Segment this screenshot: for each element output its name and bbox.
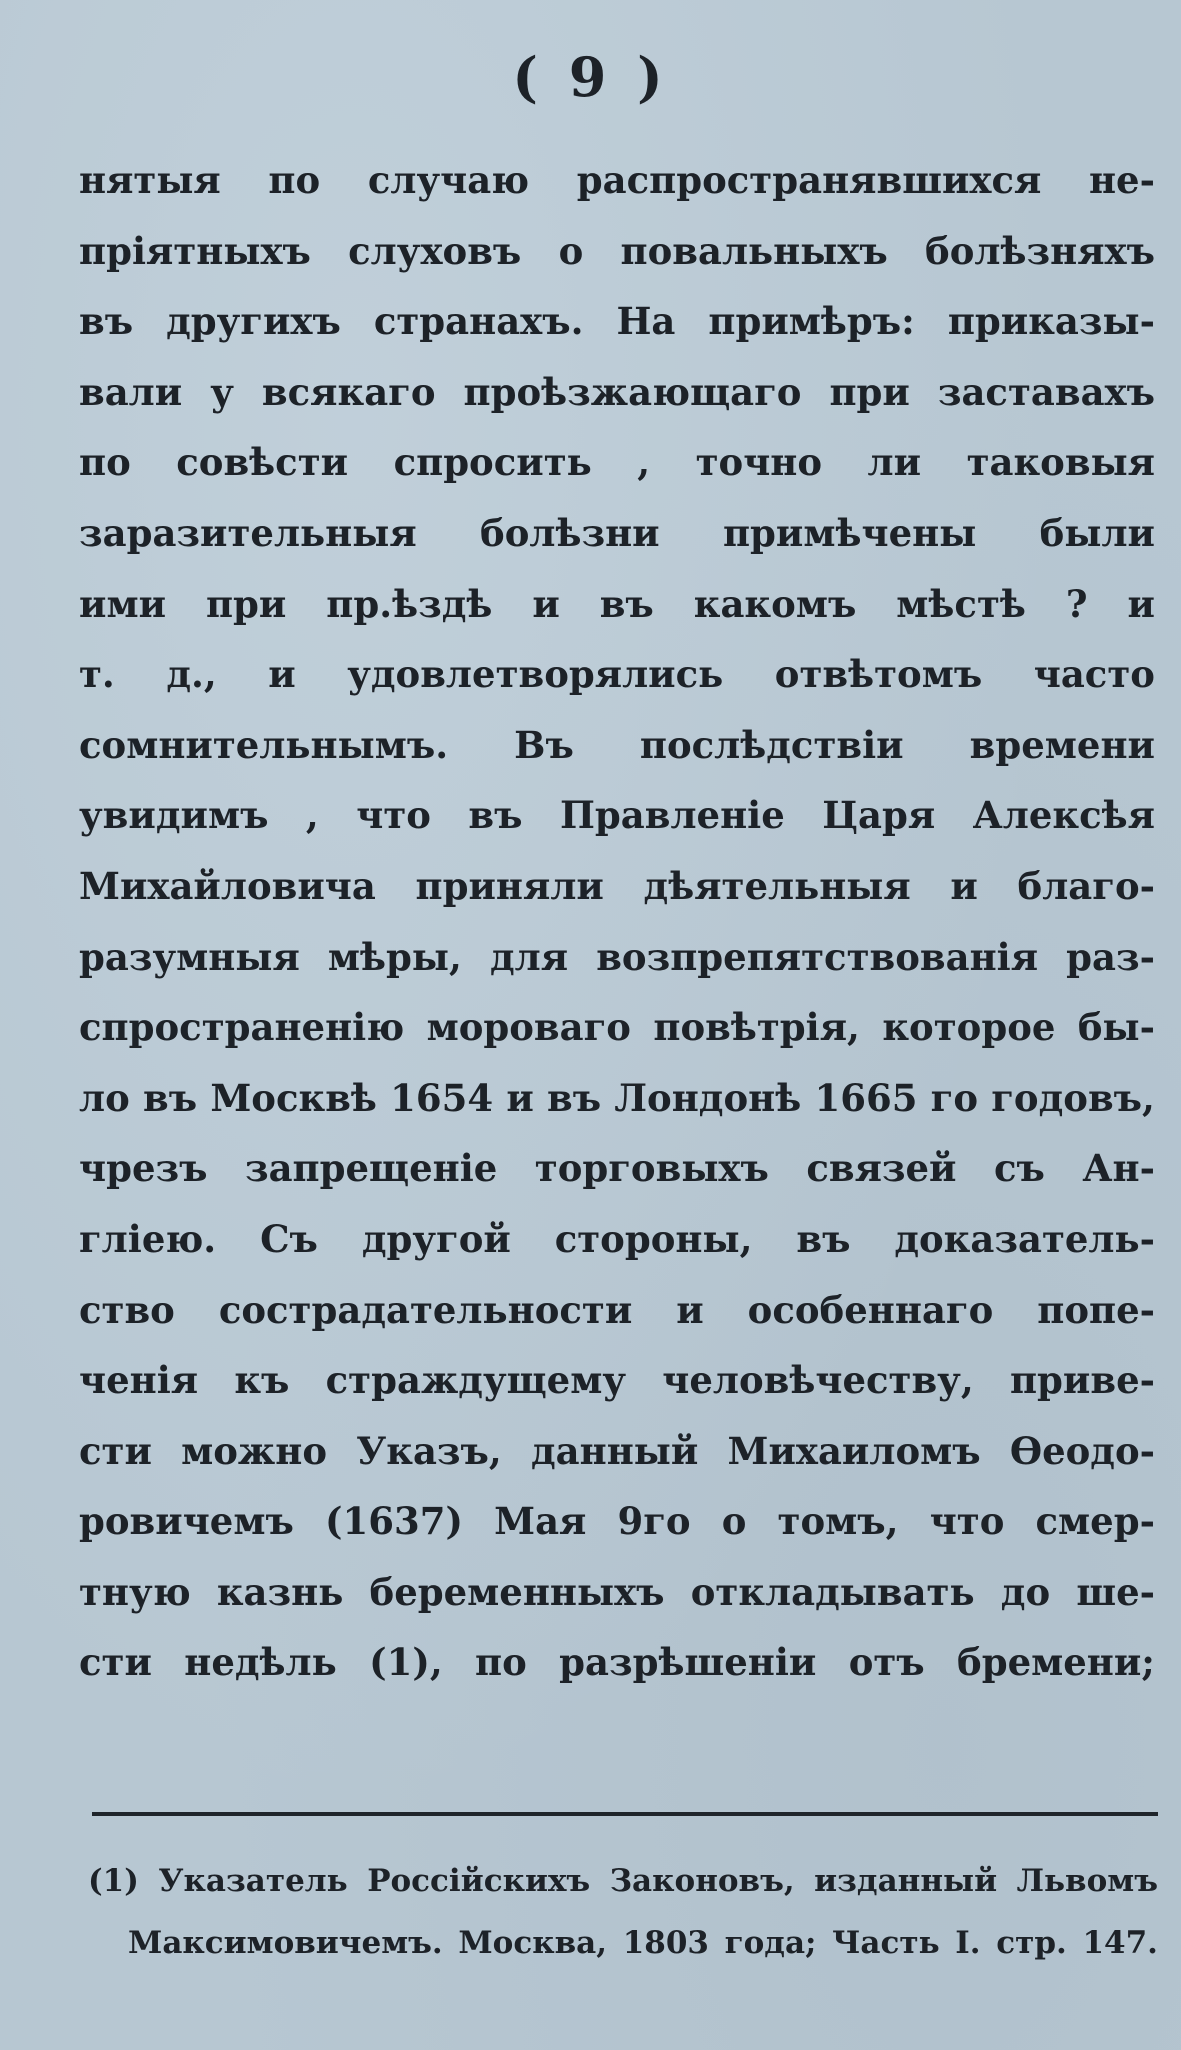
footnote-line: Максимовичемъ. Москва, 1803 года; Часть I. стр. 147. xyxy=(128,1925,1158,1961)
page-number: ( 9 ) xyxy=(512,45,669,109)
footnote-divider xyxy=(92,1812,1158,1816)
body-text-line: чрезъ запрещеніе торговыхъ связей съ Ан- xyxy=(79,1146,1155,1191)
body-text-line: ими при пр.ѣздѣ и въ какомъ мѣстѣ ? и xyxy=(79,581,1155,626)
body-text-line: нятыя по случаю распространявшихся не- xyxy=(79,158,1155,202)
body-text-line: ровичемъ (1637) Мая 9го о томъ, что смер- xyxy=(79,1499,1155,1544)
body-text-line: вали у всякаго проѣзжающаго при заставахъ xyxy=(79,369,1155,414)
body-text xyxy=(79,145,1155,1698)
body-text-line: по совѣсти спросить , точно ли таковыя xyxy=(79,440,1155,485)
footnote-line: (1) Указатель Россійскихъ Законовъ, изданный Львомъ xyxy=(88,1863,1158,1899)
body-text-line: спространенію моровагo повѣтрія, которое бы- xyxy=(79,1005,1155,1050)
body-text-line: ство сострадательности и особеннаго попе- xyxy=(79,1287,1155,1332)
body-text-line: сомнительнымъ. Въ послѣдствіи времени xyxy=(79,722,1155,767)
body-text-line: тную казнь беременныхъ откладывать до ше- xyxy=(79,1569,1155,1614)
body-text-line: сти недѣль (1), по разрѣшеніи отъ бремени; xyxy=(79,1640,1155,1685)
body-text-line: т. д., и удовлетворялись отвѣтомъ часто xyxy=(79,652,1155,697)
body-text-line: гліею. Съ другой стороны, въ доказатель- xyxy=(79,1216,1155,1261)
body-text-line: въ другихъ странахъ. На примѣръ: приказы- xyxy=(79,299,1155,344)
body-text-line: разумныя мѣры, для возпрепятствованія раз- xyxy=(79,934,1155,979)
body-text-line: увидимъ , что въ Правленіе Царя Алексѣя xyxy=(79,793,1155,838)
body-text-line: ло въ Москвѣ 1654 и въ Лондонѣ 1665 го годовъ, xyxy=(79,1075,1155,1120)
body-text-line: Михайловича приняли дѣятельныя и благо- xyxy=(79,863,1155,908)
body-text-line: сти можно Указъ, данный Михаиломъ Ѳеодо- xyxy=(79,1428,1155,1473)
body-text-line: пріятныхъ слуховъ о повальныхъ болѣзняхъ xyxy=(79,228,1155,273)
body-text-line: ченія къ страждущему человѣчеству, приве- xyxy=(79,1358,1155,1403)
body-text-line: заразительныя болѣзни примѣчены были xyxy=(79,510,1155,555)
footnote xyxy=(88,1850,1158,1974)
